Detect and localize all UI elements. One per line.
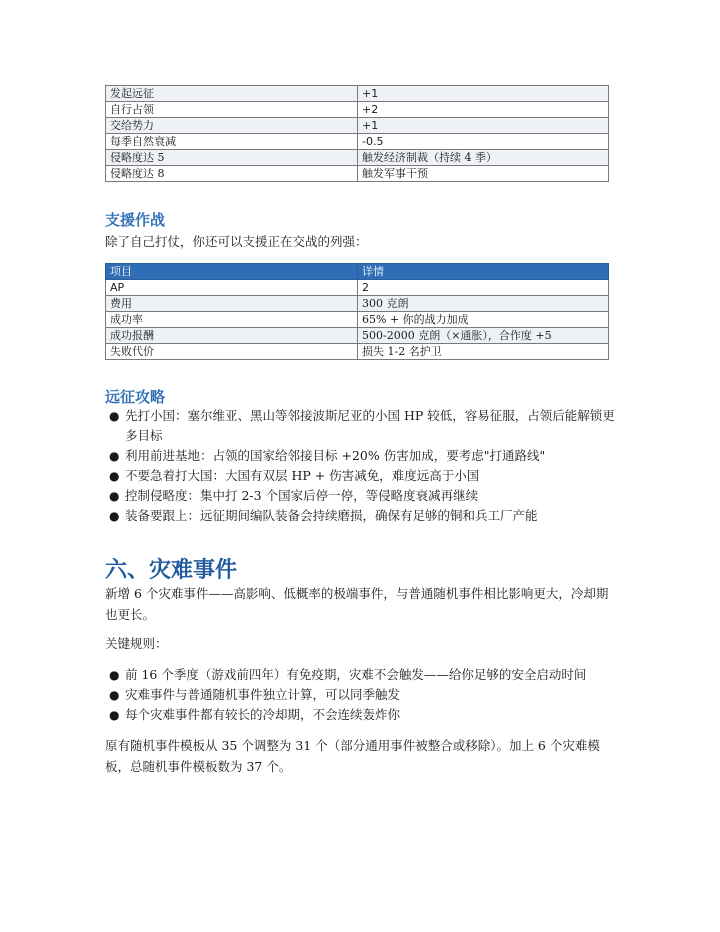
table-cell: 成功报酬 xyxy=(106,328,358,344)
table-cell: -0.5 xyxy=(358,134,609,150)
table-cell: 发起远征 xyxy=(106,86,358,102)
support-intro: 除了自己打仗，你还可以支援正在交战的列强： xyxy=(105,234,368,249)
support-table xyxy=(105,263,609,360)
table-cell: 失败代价 xyxy=(106,344,358,360)
table-row xyxy=(106,328,609,344)
table-cell: 费用 xyxy=(106,296,358,312)
rules-list xyxy=(105,665,615,725)
list-item: ● 先打小国：塞尔维亚、黑山等邻接波斯尼亚的小国 HP 较低，容易征服，占领后能解锁更多目标 xyxy=(109,408,615,443)
table-row xyxy=(106,280,609,296)
table-cell: 成功率 xyxy=(106,312,358,328)
list-item: ● 前 16 个季度（游戏前四年）有免疫期，灾难不会触发——给你足够的安全启动时间 xyxy=(105,665,615,685)
bullet-icon: ● xyxy=(109,449,120,463)
table-cell: 侵略度达 5 xyxy=(106,150,358,166)
table-row xyxy=(106,296,609,312)
strategy-list xyxy=(105,406,615,526)
table-row xyxy=(106,312,609,328)
disaster-heading: 六、灾难事件 xyxy=(105,558,238,583)
bullet-icon: ● xyxy=(109,509,120,523)
disaster-outro: 原有随机事件模板从 35 个调整为 31 个（部分通用事件被整合或移除）。加上 6 个灾难模板，总随机事件模板数为 37 个。 xyxy=(105,738,600,774)
table-row xyxy=(106,102,609,118)
support-heading: 支援作战 xyxy=(105,211,166,229)
table-cell: AP xyxy=(106,280,358,296)
table-cell: 500-2000 克朗（×通胀），合作度 +5 xyxy=(358,328,609,344)
table-cell: 2 xyxy=(358,280,609,296)
table-cell: 300 克朗 xyxy=(358,296,609,312)
table-cell: 交给势力 xyxy=(106,118,358,134)
aggression-table xyxy=(105,85,609,182)
list-item: ● 控制侵略度：集中打 2-3 个国家后停一停，等侵略度衰减再继续 xyxy=(105,486,615,506)
bullet-icon: ● xyxy=(109,688,120,702)
table-cell: 自行占领 xyxy=(106,102,358,118)
table-row xyxy=(106,118,609,134)
table-header-item: 项目 xyxy=(106,264,358,280)
disaster-intro: 新增 6 个灾难事件——高影响、低概率的极端事件，与普通随机事件相比影响更大，冷却期也更长。 xyxy=(105,586,609,622)
table-cell: 损失 1-2 名护卫 xyxy=(358,344,609,360)
table-row xyxy=(106,166,609,182)
table-row xyxy=(106,86,609,102)
table-cell: +1 xyxy=(358,86,609,102)
table-cell: +1 xyxy=(358,118,609,134)
strategy-heading: 远征攻略 xyxy=(105,388,166,406)
table-header-detail: 详情 xyxy=(358,264,609,280)
bullet-icon: ● xyxy=(109,409,120,423)
list-item: ● 灾难事件与普通随机事件独立计算，可以同季触发 xyxy=(105,685,615,705)
table-header-row xyxy=(106,264,609,280)
bullet-icon: ● xyxy=(109,668,120,682)
table-cell: 65% + 你的战力加成 xyxy=(358,312,609,328)
bullet-icon: ● xyxy=(109,708,120,722)
table-row xyxy=(106,134,609,150)
list-item: ● 不要急着打大国：大国有双层 HP + 伤害减免，难度远高于小国 xyxy=(105,466,615,486)
list-item: ● 利用前进基地：占领的国家给邻接目标 +20% 伤害加成，要考虑"打通路线" xyxy=(105,446,615,466)
table-cell: 侵略度达 8 xyxy=(106,166,358,182)
bullet-icon: ● xyxy=(109,489,120,503)
table-cell: +2 xyxy=(358,102,609,118)
table-row xyxy=(106,344,609,360)
list-item: ● 装备要跟上：远征期间编队装备会持续磨损，确保有足够的铜和兵工厂产能 xyxy=(105,506,615,526)
bullet-icon: ● xyxy=(109,469,120,483)
table-cell: 触发军事干预 xyxy=(358,166,609,182)
rules-label: 关键规则： xyxy=(105,636,168,651)
table-cell: 触发经济制裁（持续 4 季） xyxy=(358,150,609,166)
table-cell: 每季自然衰减 xyxy=(106,134,358,150)
table-row xyxy=(106,150,609,166)
list-item: ● 每个灾难事件都有较长的冷却期，不会连续轰炸你 xyxy=(105,705,615,725)
